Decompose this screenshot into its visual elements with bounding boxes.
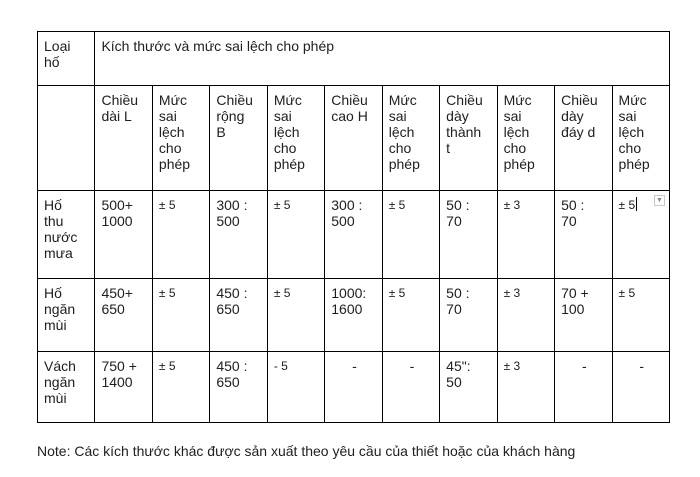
header-group-title-cell[interactable]: Kích thước và mức sai lệch cho phép: [95, 32, 670, 86]
table-cell[interactable]: 450+ 650: [95, 279, 152, 351]
header-cell[interactable]: Mức sai lệch cho phép: [612, 85, 669, 190]
table-row: [38, 279, 670, 351]
table-cell[interactable]: ± 3: [497, 190, 554, 279]
header-cell[interactable]: Chiều dài L: [95, 85, 152, 190]
table-cell[interactable]: ± 3: [497, 279, 554, 351]
table-cell[interactable]: 1000: 1600: [325, 279, 382, 351]
table-cell[interactable]: ± 5: [382, 190, 439, 279]
row-type-cell[interactable]: Vách ngăn mùi: [38, 351, 95, 422]
header-cell[interactable]: Mức sai lệch cho phép: [382, 85, 439, 190]
header-cell[interactable]: Chiều dày đáy d: [555, 85, 612, 190]
table-row: [38, 190, 670, 279]
table-cell[interactable]: ± 5: [152, 351, 209, 422]
header-empty-cell[interactable]: [38, 85, 95, 190]
table-cell[interactable]: 450 : 650: [210, 279, 267, 351]
cell-text: ± 5: [618, 197, 636, 212]
table-cell[interactable]: - 5: [267, 351, 324, 422]
table-cell[interactable]: 45": 50: [440, 351, 497, 422]
table-cell[interactable]: 450 : 650: [210, 351, 267, 422]
row-type-cell[interactable]: Hố thu nước mưa: [38, 190, 95, 279]
table-cell[interactable]: ± 5: [152, 190, 209, 279]
header-type-cell[interactable]: Loại hố: [38, 32, 95, 86]
active-table-cell[interactable]: [612, 190, 669, 279]
table-row: [38, 351, 670, 422]
row-type-cell[interactable]: Hố ngăn mùi: [38, 279, 95, 351]
table-cell[interactable]: ± 5: [152, 279, 209, 351]
header-cell[interactable]: Mức sai lệch cho phép: [497, 85, 554, 190]
table-cell[interactable]: -: [612, 351, 669, 422]
table-cell[interactable]: 500+ 1000: [95, 190, 152, 279]
table-note: Note: Các kích thước khác được sản xuất theo yêu cầu của thiết hoặc của khách hàng: [37, 443, 576, 459]
table-cell[interactable]: -: [555, 351, 612, 422]
chevron-down-icon[interactable]: ▼: [654, 195, 665, 206]
table-cell[interactable]: ± 5: [612, 279, 669, 351]
header-cell[interactable]: Mức sai lệch cho phép: [267, 85, 324, 190]
table-cell[interactable]: 300 : 500: [210, 190, 267, 279]
text-cursor: [636, 197, 637, 211]
table-cell[interactable]: ± 3: [497, 351, 554, 422]
header-cell[interactable]: Chiều cao H: [325, 85, 382, 190]
table-cell[interactable]: ± 5: [267, 279, 324, 351]
table-header-row-1: [38, 32, 670, 86]
table-cell[interactable]: ± 5: [267, 190, 324, 279]
table-cell[interactable]: 50 : 70: [440, 190, 497, 279]
table-cell[interactable]: 50 : 70: [440, 279, 497, 351]
header-cell[interactable]: Mức sai lệch cho phép: [152, 85, 209, 190]
header-cell[interactable]: Chiều rộng B: [210, 85, 267, 190]
table-cell[interactable]: 70 + 100: [555, 279, 612, 351]
spec-table: [37, 31, 670, 423]
table-header-row-2: [38, 85, 670, 190]
table-cell[interactable]: 300 : 500: [325, 190, 382, 279]
table-cell[interactable]: 50 : 70: [555, 190, 612, 279]
table-cell[interactable]: 750 + 1400: [95, 351, 152, 422]
header-cell[interactable]: Chiều dày thành t: [440, 85, 497, 190]
table-cell[interactable]: -: [382, 351, 439, 422]
table-cell[interactable]: -: [325, 351, 382, 422]
table-cell[interactable]: ± 5: [382, 279, 439, 351]
